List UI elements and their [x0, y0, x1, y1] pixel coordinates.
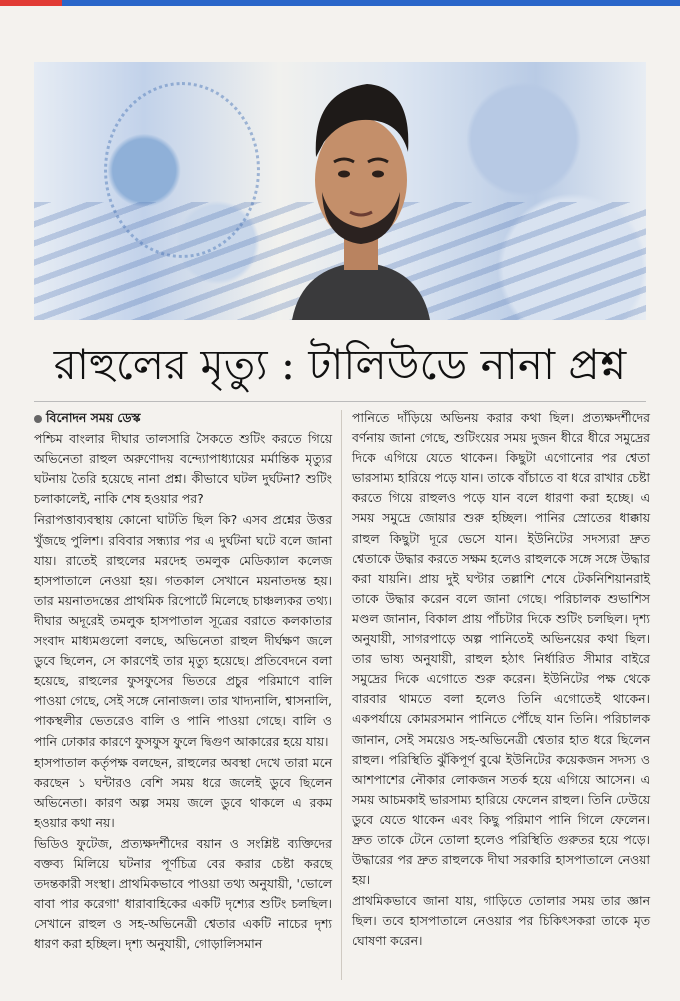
article-column-left [34, 408, 332, 956]
paragraph: পশ্চিম বাংলার দীঘার তালসারি সৈকতে শুটিং করতে গিয়ে অভিনেতা রাহুল অরুণোদয় বন্দ্যোপাধ্যায়ের মর্মান্তিক মৃত্যুর ঘটনায় তৈরি হয়েছে নানা প্রশ্ন। কীভাবে ঘটল দুর্ঘটনা? শুটিং চলাকালেই, নাকি শেষ হওয়ার পর? [34, 431, 332, 507]
column-divider [341, 410, 342, 980]
byline [34, 408, 332, 428]
paragraph: প্রাথমিকভাবে জানা যায়, গাড়িতে তোলার সময় তার জ্ঞান ছিল। তবে হাসপাতালে নেওয়ার পর চিকিৎসকরা তাকে মৃত ঘোষণা করেন। [352, 893, 650, 949]
article-photo [34, 62, 646, 320]
headline-rule [34, 401, 646, 402]
paragraph: ভিডিও ফুটেজ, প্রত্যক্ষদর্শীদের বয়ান ও সংশ্লিষ্ট ব্যক্তিদের বক্তব্য মিলিয়ে ঘটনার পূর্ণচিত্র বের করার চেষ্টা করছে তদন্তকারী সংস্থা। প্রাথমিকভাবে পাওয়া তথ্য অনুযায়ী, 'ভোলে বাবা পার করেগা' ধারাবাহিকের একটি দৃশ্যের শুটিং চলছিল। সেখানে রাহুল ও সহ-অভিনেত্রী শ্বেতার একটি নাচের দৃশ্য ধারণ করা হচ্ছিল। দৃশ্য অনুযায়ী, গোড়ালিসমান [34, 835, 332, 952]
top-color-bar [0, 0, 680, 6]
actor-portrait [272, 62, 450, 320]
paragraph: নিরাপত্তাব্যবস্থায় কোনো ঘাটতি ছিল কি? এসব প্রশ্নের উত্তর খুঁজছে পুলিশ। রবিবার সন্ধ্যার পর এ দুর্ঘটনা ঘটে বলে জানা যায়। রাতেই রাহুলের মরদেহ তমলুক মেডিক্যাল কলেজ হাসপাতালে নেওয়া হয়। গতকাল সেখানে ময়নাতদন্ত হয়। তার ময়নাতদন্তের প্রাথমিক রিপোর্টে মিলেছে চাঞ্চল্যকর তথ্য। দীঘার অদূরেই তমলুক হাসপাতাল সূত্রের বরাতে কলকাতার সংবাদ মাধ্যমগুলো বলছে, অভিনেতা রাহুল দীর্ঘক্ষণ জলে ডুবে ছিলেন, সে কারণেই তার মৃত্যু হয়েছে। প্রতিবেদনে বলা হয়েছে, রাহুলের ফুসফুসের ভিতরে প্রচুর পরিমাণে বালি পাওয়া গেছে, সেই সঙ্গে নোনাজল। তার খাদ্যনালি, শ্বাসনালি, পাকস্থলীর ভেতরেও বালি ও পানি পাওয়া গেছে। বালি ও পানি ঢোকার কারণে ফুসফুস ফুলে দ্বিগুণ আকারের হয়ে যায়। [34, 512, 332, 749]
article-column-right [352, 408, 650, 953]
paragraph: হাসপাতাল কর্তৃপক্ষ বলছেন, রাহুলের অবস্থা দেখে তারা মনে করছেন ১ ঘন্টারও বেশি সময় ধরে জলেই ডুবে ছিলেন অভিনেতা। কারণ অল্প সময় জলে ডুবে থাকলে এ রকম হওয়ার কথা নয়। [34, 754, 332, 830]
top-accent-bar [0, 0, 62, 6]
headline: রাহুলের মৃত্যু : টালিউডে নানা প্রশ্ন [53, 340, 627, 389]
byline-text: বিনোদন সময় ডেস্ক [46, 410, 141, 425]
paragraph: পানিতে দাঁড়িয়ে অভিনয় করার কথা ছিল। প্রত্যক্ষদর্শীদের বর্ণনায় জানা গেছে, শুটিংয়ের সময় দুজন ধীরে ধীরে সমুদ্রের দিকে এগিয়ে যেতে থাকেন। কিছুটা এগোনোর পর শ্বেতা ভারসাম্য হারিয়ে পড়ে যান। তাকে বাঁচাতে বা ধরে রাখার চেষ্টা করতে গিয়ে রাহুলও পড়ে যান বলে ধারণা করা হচ্ছে। এ সময় সমুদ্রে জোয়ার শুরু হচ্ছিল। পানির স্রোতের ধাক্কায় রাহুল কিছুটা দূরে ভেসে যান। ইউনিটের সদস্যরা দ্রুত শ্বেতাকে উদ্ধার করতে সক্ষম হলেও রাহুলকে সঙ্গে সঙ্গে উদ্ধার করা যায়নি। প্রায় দুই ঘণ্টার তল্লাশি শেষে টেকনিশিয়ানরাই তাকে উদ্ধার করেন বলে জানা গেছে। পরিচালক শুভাশিস মণ্ডল জানান, বিকাল প্রায় পাঁচটার দিকে শুটিং চলছিল। দৃশ্য অনুযায়ী, সাগরপাড়ে অল্প পানিতেই অভিনয়ের কথা ছিল। তার ভাষ্য অনুযায়ী, রাহুল হঠাৎ নির্ধারিত সীমার বাইরে সমুদ্রের দিকে এগোতে শুরু করেন। ইউনিটের পক্ষ থেকে বারবার থামতে বলা হলেও তিনি এগোতেই থাকেন। একপর্যায়ে কোমরসমান পানিতে পৌঁছে যান তিনি। পরিচালক জানান, সেই সময়েও সহ-অভিনেত্রী শ্বেতার হাত ধরে ছিলেন রাহুল। পরিস্থিতি ঝুঁকিপূর্ণ বুঝে ইউনিটের কয়েকজন সদস্য ও আশপাশের নৌকার লোকজন সতর্ক হয়ে এগিয়ে আসেন। এ সময় আচমকাই ভারসাম্য হারিয়ে ফেলেন রাহুল। তিনি ঢেউয়ে ডুবে যেতে থাকেন এবং কিছু পরিমাণ পানি গিলে ফেলেন। দ্রুত তাকে টেনে তোলা হলেও পরিস্থিতি গুরুতর হয়ে পড়ে। উদ্ধারের পর দ্রুত রাহুলকে দীঘা সরকারি হাসপাতালে নেওয়া হয়। [352, 410, 650, 888]
bullet-icon [34, 415, 42, 423]
